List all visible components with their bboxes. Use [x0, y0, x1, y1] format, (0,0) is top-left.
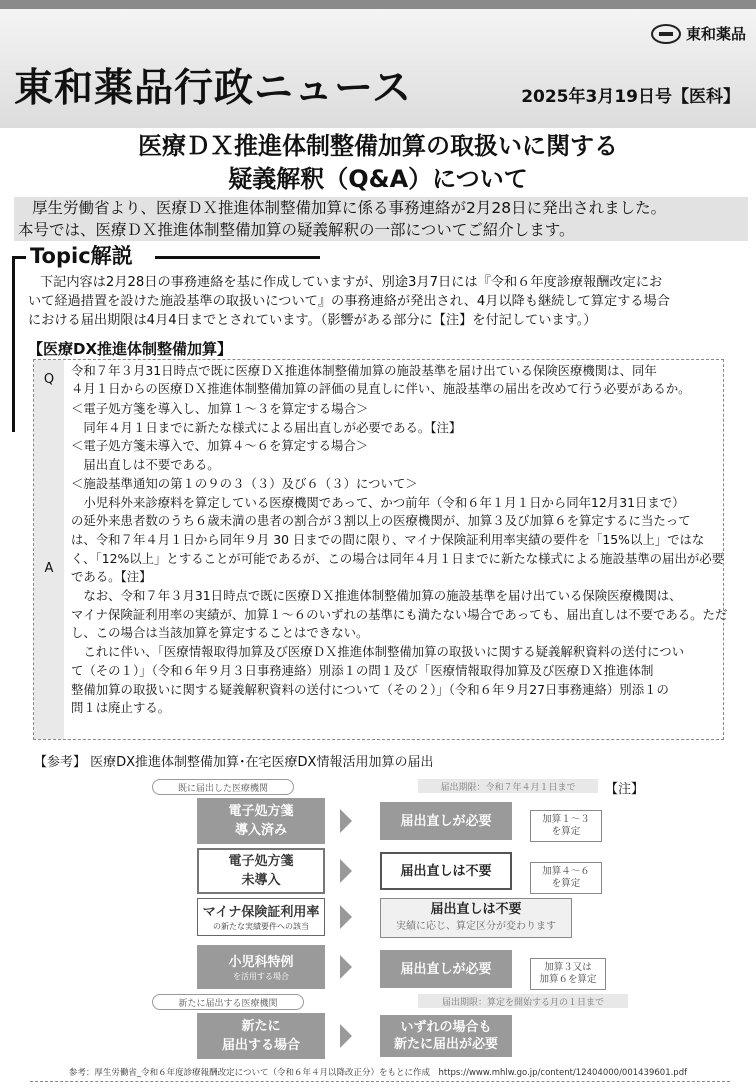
flow-right-sub: 実績に応じ、算定区分が変わります: [396, 921, 556, 932]
existing-deadline: 届出期限：令和７年４月１日まで: [418, 779, 598, 793]
new-institutions-header: 新たに届出する医療機関: [152, 994, 304, 1010]
article-headline: [0, 130, 756, 196]
flow-left-ep-not-installed: [197, 848, 325, 894]
newsletter-title: 東和薬品行政ニュース: [14, 66, 413, 111]
answer-line: は、令和７年４月１日から同年９月 30 日までの間に限り、マイナ保険証利用率実績の要件を「15%以上」ではな: [71, 531, 705, 547]
callout-text: 加算１～３ を算定: [542, 814, 590, 837]
answer-line: し、この場合は当該加算を算定することはできない。: [71, 625, 369, 641]
flow-left-ep-installed: [197, 798, 325, 844]
flow-callout: [530, 810, 602, 842]
topic-marker-vertical: [12, 256, 15, 432]
topic-note-line: いて経過措置を設けた施設基準の取扱いについて』の事務連絡が発出され、4月以降も継続して算定する場合: [28, 294, 670, 309]
flow-right-label: 届出直しが必要: [400, 961, 492, 977]
answer-line: 整備加算の取扱いに関する疑義解釈資料の送付について（その２）」（令和６年９月27日事務連絡）別添１の: [71, 681, 669, 697]
flow-left-label: 新たに 届出する場合: [221, 1019, 300, 1053]
answer-line: ＜電子処方箋未導入で、加算４～６を算定する場合＞: [71, 438, 369, 454]
answer-line: なお、令和７年３月31日時点で既に医療ＤＸ推進体制整備加算の施設基準を届け出ている保険医療機関は、: [71, 588, 682, 604]
arrow-right-icon: [340, 955, 352, 979]
intro-line: 本号では、医療ＤＸ推進体制整備加算の疑義解釈の一部についてご紹介します。: [18, 221, 575, 239]
newsletter-header: [0, 9, 756, 128]
flow-right-label: いずれの場合も 新たに届出が必要: [393, 1020, 498, 1052]
flow-right-label: 届出直しは不要: [400, 863, 492, 879]
flow-right-refile-required: [380, 802, 512, 840]
flow-right-refile-required: [380, 950, 512, 988]
brand-name: 東和薬品: [685, 25, 746, 43]
arrow-right-icon: [340, 859, 352, 883]
answer-line: これに伴い、「医療情報取得加算及び医療ＤＸ推進体制整備加算の取扱いに関する疑義解釈資料の送付につい: [71, 644, 685, 660]
reference-title: 【参考】 医療DX推進体制整備加算･在宅医療DX情報活用加算の届出: [34, 755, 434, 770]
flow-right-refile-not-required-variable: [380, 898, 572, 938]
flow-right-label: 届出直しは不要: [430, 902, 522, 917]
source-citation: 参考：厚生労働省_令和６年度診療報酬改定について（令和６年４月以降改正分）をもとに作成 https://www.mhlw.go.jp/content/12404000/001439601.pdf: [68, 1068, 688, 1078]
question-line: 令和７年３月31日時点で既に医療ＤＸ推進体制整備加算の施設基準を届け出ている保険医療機関は、同年: [71, 363, 657, 378]
flow-left-label: 電子処方箋 未導入: [228, 854, 294, 888]
note-mark: 【注】: [605, 782, 645, 797]
topic-title: Topic解説: [30, 244, 133, 268]
flow-callout: [530, 958, 606, 990]
topic-note-line: における届出期限は4月4日までとされています。（影響がある部分に【注】を付記しています。）: [28, 313, 597, 328]
section-title: 【医療DX推進体制整備加算】: [28, 340, 233, 358]
arrow-right-icon: [340, 905, 352, 929]
bottom-divider: [30, 1081, 730, 1082]
answer-line: く、「12%以上」とすることが可能であるが、この場合は同年４月１日までに新たな様式による施設基準の届出が必要: [71, 550, 725, 566]
intro-box: [14, 197, 748, 241]
topic-note-line: 下記内容は2月28日の事務連絡を基に作成していますが、別途3月7日には『令和６年度診療報酬改定にお: [40, 275, 663, 290]
answer-label: A: [34, 398, 64, 739]
callout-text: 加算４～６ を算定: [542, 866, 590, 889]
question-line: ４月１日からの医療ＤＸ推進体制整備加算の評価の見直しに伴い、施設基準の届出を改めて行う必要があるか。: [71, 381, 691, 396]
flow-right-label: 届出直しが必要: [400, 813, 492, 829]
flow-left-label: 電子処方箋 導入済み: [228, 804, 294, 838]
answer-line: マイナ保険証利用率の実績が、加算１～６のいずれの基準にも満たない場合であっても、届出直しは不要である。ただ: [71, 606, 728, 622]
flow-left-label: 小児科特例: [228, 954, 294, 970]
answer-line: 同年４月１日までに新たな様式による届出直しが必要である。【注】: [71, 419, 462, 435]
logo-icon: [651, 24, 681, 44]
flow-left-sub: を活用する場合: [233, 971, 289, 981]
intro-line: 厚生労働省より、医療ＤＸ推進体制整備加算に係る事務連絡が2月28日に発出されました。: [32, 199, 667, 217]
answer-line: 問１は廃止する。: [71, 700, 171, 716]
answer-line: 小児科外来診療料を算定している医療機関であって、かつ前年（令和６年１月１日から同年12月31日まで）: [71, 494, 685, 510]
question-label: Q: [34, 360, 64, 398]
answer-line: である。【注】: [71, 569, 152, 585]
arrow-right-icon: [340, 809, 352, 833]
flow-left-pediatric-exception: [197, 945, 325, 989]
arrow-right-icon: [340, 1024, 352, 1048]
answer-line: の延外来患者数のうち６歳未満の患者の割合が３割以上の医療機関が、加算３及び加算６を算定するに当たって: [71, 513, 691, 529]
topic-note: [28, 273, 738, 330]
issue-date: 2025年3月19日号【医科】: [521, 87, 740, 107]
flow-left-new-filing: [197, 1013, 325, 1059]
headline-line-2: 疑義解釈（Q&A）について: [228, 165, 528, 193]
flow-right-new-filing-required: [380, 1015, 512, 1057]
company-logo: [651, 23, 746, 44]
callout-text: 加算３又は 加算６を算定: [539, 962, 597, 985]
topic-rule: [155, 256, 320, 259]
flow-right-refile-not-required: [380, 852, 512, 890]
existing-institutions-header: 既に届出した医療機関: [152, 779, 294, 795]
answer-line: て（その１）」（令和６年９月３日事務連絡）別添１の問１及び「医療情報取得加算及び医療ＤＸ推進体制: [71, 662, 654, 678]
top-bar: [0, 0, 756, 9]
flow-left-myna-rate: [197, 898, 325, 936]
answer-line: 届出直しは不要である。: [71, 457, 220, 473]
answer-line: ＜電子処方箋を導入し、加算１～３を算定する場合＞: [71, 401, 369, 416]
new-deadline: 届出期限：算定を開始する月の１日まで: [418, 994, 628, 1008]
answer-line: ＜施設基準通知の第１の９の３（３）及び６（３）について＞: [71, 475, 418, 491]
flow-left-sub: の新たな実績要件への該当: [213, 921, 309, 931]
answer-text: [71, 400, 727, 718]
question-text: [71, 362, 691, 398]
headline-line-1: 医療ＤＸ推進体制整備加算の取扱いに関する: [138, 132, 618, 160]
qa-box: [33, 359, 728, 740]
flow-callout: [530, 862, 602, 894]
flow-left-label: マイナ保険証利用率: [202, 904, 320, 920]
